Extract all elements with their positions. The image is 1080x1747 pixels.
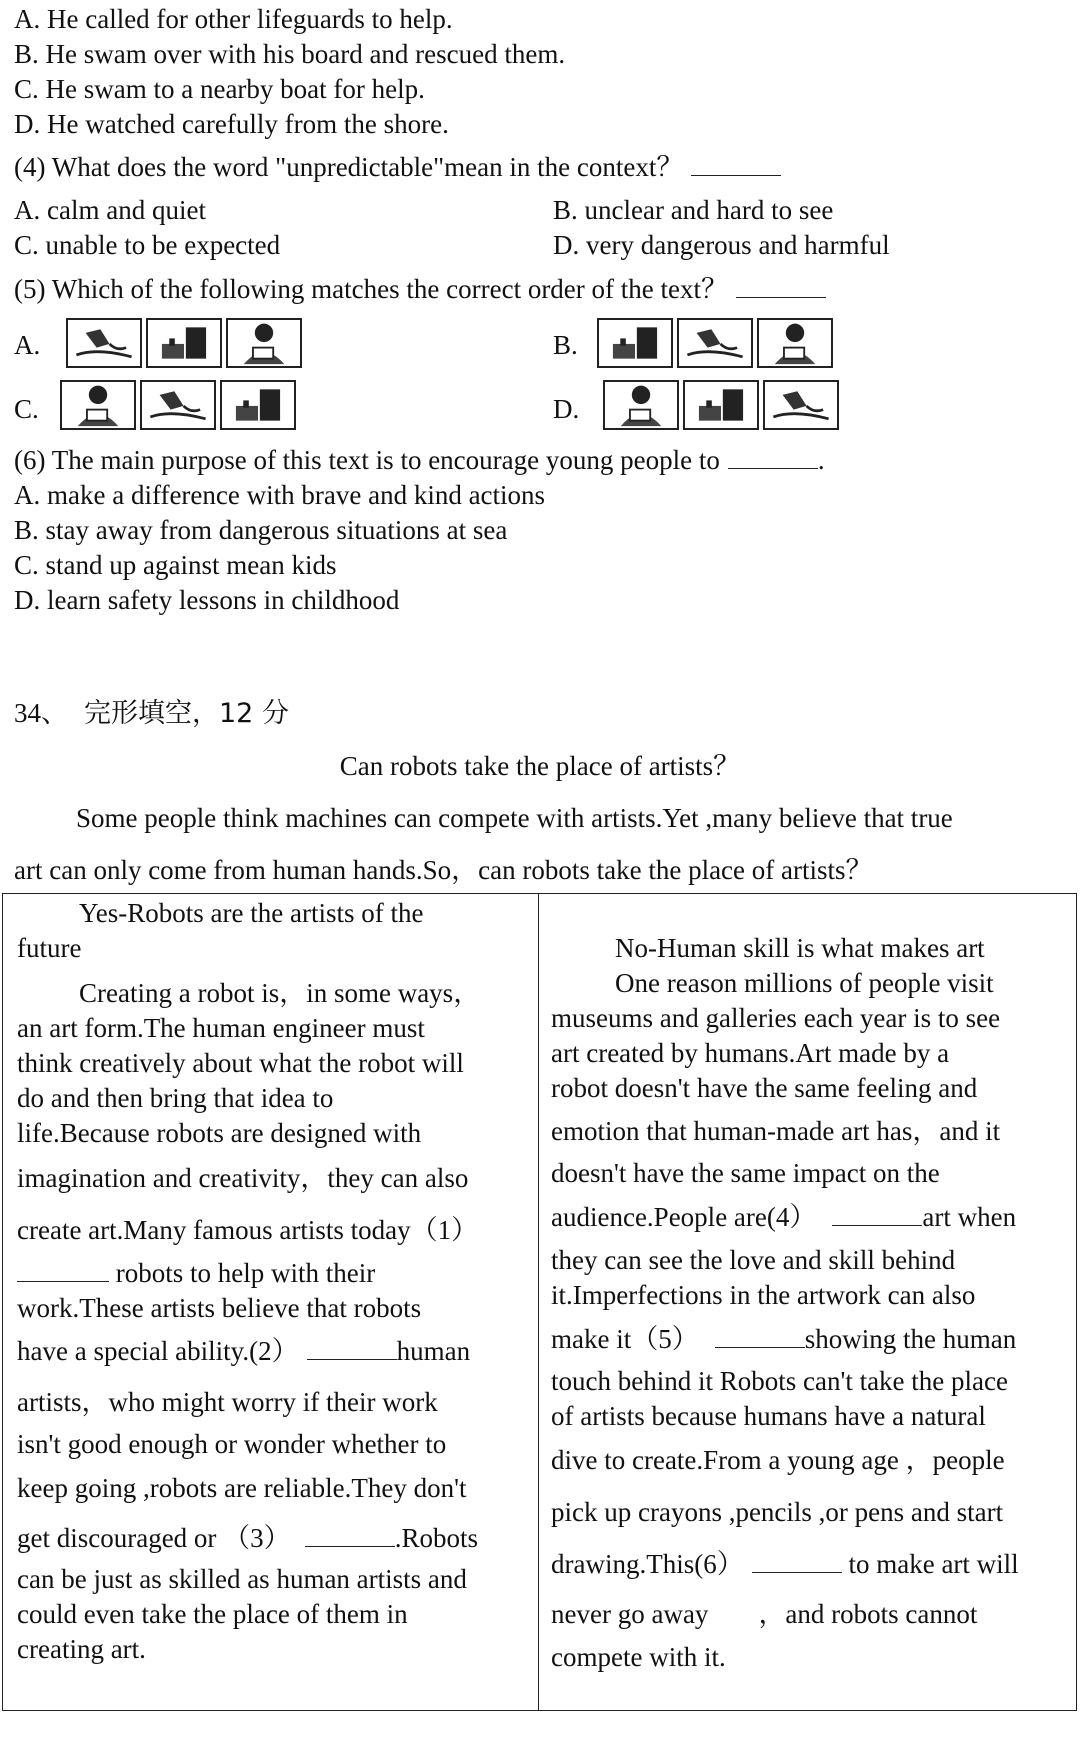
q4-option-d: D. very dangerous and harmful [553, 230, 890, 260]
q5-option-d-pictures [603, 380, 839, 430]
boy-portrait-picture [226, 318, 302, 368]
q3-option-c: C. He swam to a nearby boat for help. [14, 74, 425, 104]
text-line: do and then bring that idea to [17, 1083, 334, 1113]
no-heading: No-Human skill is what makes art [615, 933, 985, 963]
text-line: emotion that human-made art has，and it [551, 1116, 1001, 1146]
q6-stem: (6) The main purpose of this text is to encourage young people to . [14, 445, 825, 475]
q5-option-d-label: D. [553, 394, 580, 424]
q4-stem: (4) What does the word "unpredictable"mean in the context？ [14, 150, 781, 185]
answer-blank [715, 1325, 805, 1348]
yes-column [3, 894, 539, 1711]
no-column [539, 894, 1077, 1711]
book-picture [597, 318, 673, 368]
book-picture [220, 380, 296, 430]
q5-option-c-label: C. [14, 394, 39, 424]
text-line: touch behind it Robots can't take the place [551, 1366, 1008, 1396]
text-line: doesn't have the same impact on the [551, 1158, 940, 1188]
text-line: life.Because robots are designed with [17, 1118, 422, 1148]
text-line: make it（5） showing the human [551, 1324, 1017, 1354]
answer-blank [728, 446, 818, 469]
lifeguard-rescue-picture [140, 380, 216, 430]
q4-option-c: C. unable to be expected [14, 230, 281, 260]
text-line: robot doesn't have the same feeling and [551, 1073, 978, 1103]
lifeguard-rescue-picture [66, 318, 142, 368]
text-line: isn't good enough or wonder whether to [17, 1429, 447, 1459]
lifeguard-rescue-picture [677, 318, 753, 368]
text-line: dive to create.From a young age ，people [551, 1445, 1005, 1475]
text-line: audience.People are(4） art when [551, 1202, 1017, 1232]
text-line: pick up crayons ,pencils ,or pens and start [551, 1497, 1004, 1527]
passage-intro-line2: art can only come from human hands.So，can robots take the place of artists？ [14, 855, 873, 885]
yes-heading: Yes-Robots are the artists of the [79, 898, 424, 928]
q4-option-a: A. calm and quiet [14, 195, 206, 225]
text-line: One reason millions of people visit [615, 968, 994, 998]
text-line: have a special ability.(2） human [17, 1336, 471, 1366]
q5-option-a-pictures [66, 318, 302, 368]
text-line: keep going ,robots are reliable.They don't [17, 1473, 467, 1503]
text-line: imagination and creativity，they can also [17, 1163, 469, 1193]
book-picture [683, 380, 759, 430]
passage-title: Can robots take the place of artists？ [339, 751, 741, 781]
q6-option-d: D. learn safety lessons in childhood [14, 585, 400, 615]
text-line: drawing.This(6） to make art will [551, 1549, 1019, 1579]
answer-blank [752, 1550, 842, 1573]
text-line: museums and galleries each year is to see [551, 1003, 1001, 1033]
text-line: could even take the place of them in [17, 1599, 408, 1629]
text-line: never go away ，and robots cannot [551, 1599, 978, 1629]
text-line: creating art. [17, 1634, 146, 1664]
boy-portrait-picture [757, 318, 833, 368]
q5-stem: (5) Which of the following matches the correct order of the text？ [14, 272, 826, 307]
boy-portrait-picture [603, 380, 679, 430]
passage-intro-line1: Some people think machines can compete with artists.Yet ,many believe that true [76, 803, 953, 833]
boy-portrait-picture [60, 380, 136, 430]
q6-option-c: C. stand up against mean kids [14, 550, 337, 580]
q3-option-d: D. He watched carefully from the shore. [14, 109, 449, 139]
answer-blank [305, 1524, 395, 1547]
answer-blank [736, 275, 826, 298]
q5-option-a-label: A. [14, 330, 41, 360]
answer-blank [17, 1259, 109, 1282]
q3-option-a: A. He called for other lifeguards to help. [14, 4, 453, 34]
text-line: work.These artists believe that robots [17, 1293, 422, 1323]
text-line: robots to help with their [17, 1256, 375, 1291]
text-line: think creatively about what the robot will [17, 1048, 464, 1078]
text-line: compete with it. [551, 1642, 726, 1672]
q6-option-a: A. make a difference with brave and kind actions [14, 480, 546, 510]
q5-option-b-pictures [597, 318, 833, 368]
q6-option-b: B. stay away from dangerous situations at sea [14, 515, 508, 545]
text-line: get discouraged or （3） .Robots [17, 1523, 478, 1553]
section-heading: 34、 完形填空，12 分 [14, 698, 289, 729]
text-line: of artists because humans have a natural [551, 1401, 986, 1431]
yes-heading-cont: future [17, 933, 82, 963]
answer-blank [691, 153, 781, 176]
comparison-table [2, 893, 1077, 1711]
text-line: they can see the love and skill behind [551, 1245, 956, 1275]
text-line: create art.Many famous artists today（1） [17, 1215, 479, 1245]
text-line: it.Imperfections in the artwork can also [551, 1280, 976, 1310]
book-picture [146, 318, 222, 368]
q4-option-b: B. unclear and hard to see [553, 195, 834, 225]
answer-blank [307, 1337, 397, 1360]
q5-option-c-pictures [60, 380, 296, 430]
text-line: an art form.The human engineer must [17, 1013, 425, 1043]
text-line: artists，who might worry if their work [17, 1387, 438, 1417]
lifeguard-rescue-picture [763, 380, 839, 430]
text-line: Creating a robot is，in some ways， [79, 978, 481, 1008]
q5-option-b-label: B. [553, 330, 578, 360]
text-line: art created by humans.Art made by a [551, 1038, 950, 1068]
q3-option-b: B. He swam over with his board and rescued them. [14, 39, 566, 69]
answer-blank [832, 1203, 922, 1226]
text-line: can be just as skilled as human artists and [17, 1564, 467, 1594]
